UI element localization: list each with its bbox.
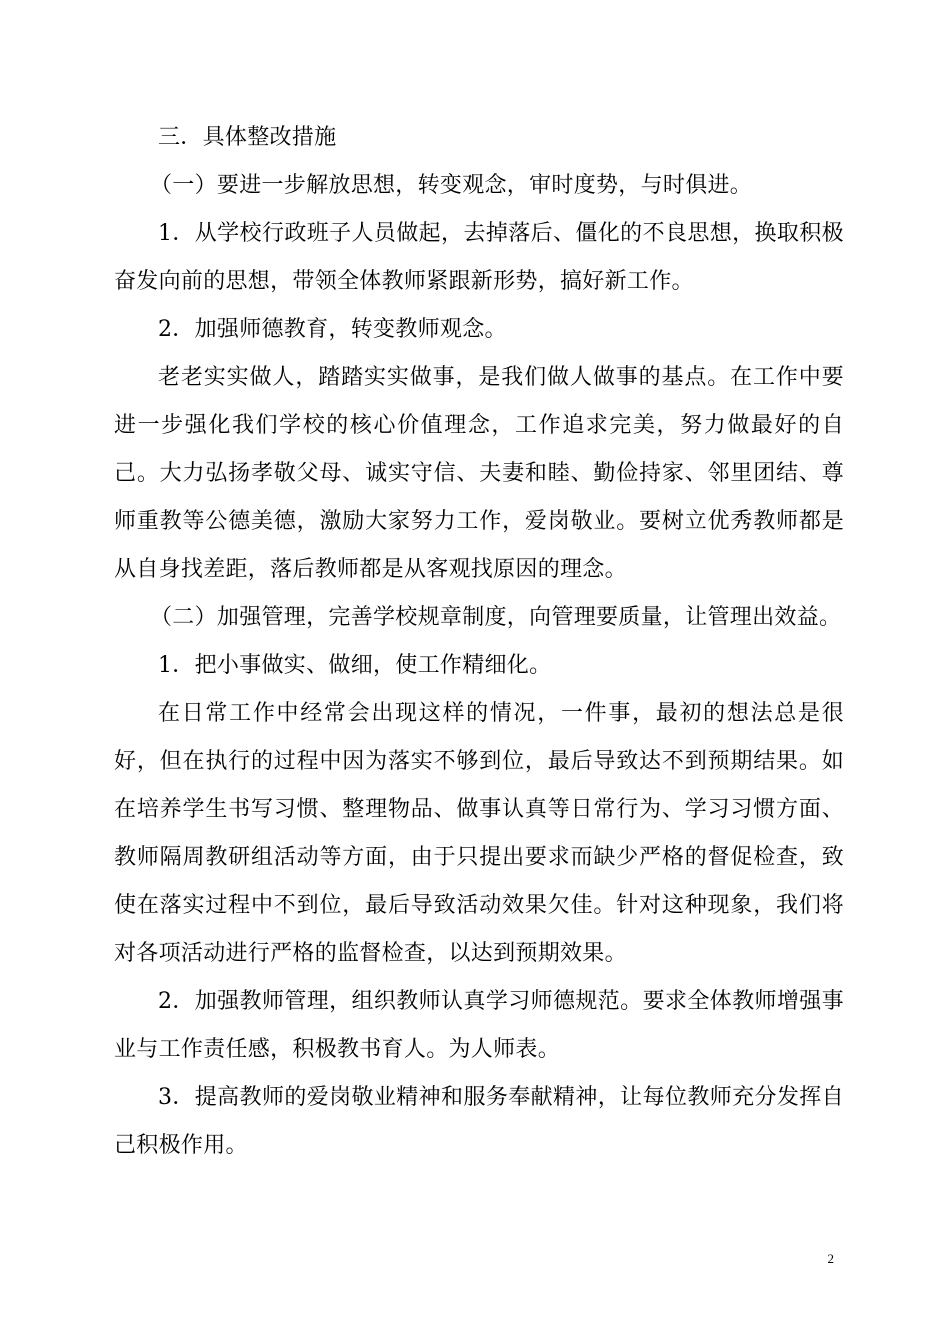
document-body [114, 114, 844, 1170]
subsection-heading: （二）加强管理，完善学校规章制度，向管理要质量，让管理出效益。 [150, 605, 842, 630]
body-paragraph: 在日常工作中经常会出现这样的情况，一件事，最初的想法总是很好，但在执行的过程中因为落实不够到位，最后导致达不到预期结果。如在培养学生书写习惯、整理物品、做事认真等日常行为、学习习惯方面、教师隔周教研组活动等方面，由于只提出要求而缺少严格的督促检查，致使在落实过程中不到位，最后导致活动效果欠佳。针对这种现象，我们将对各项活动进行严格的监督检查，以达到预期效果。 [114, 701, 844, 966]
body-paragraph: 3．提高教师的爱岗敬业精神和服务奉献精神，让每位教师充分发挥自己积极作用。 [114, 1085, 844, 1158]
body-paragraph: 2．加强师德教育，转变教师观念。 [158, 317, 507, 342]
body-paragraph: 老老实实做人，踏踏实实做事，是我们做人做事的基点。在工作中要进一步强化我们学校的核心价值理念，工作追求完美，努力做最好的自己。大力弘扬孝敬父母、诚实守信、夫妻和睦、勤俭持家、邻里团结、尊师重教等公德美德，激励大家努力工作，爱岗敬业。要树立优秀教师都是从自身找差距，落后教师都是从客观找原因的理念。 [114, 365, 844, 582]
body-paragraph: 2．加强教师管理，组织教师认真学习师德规范。要求全体教师增强事业与工作责任感，积极教书育人。为人师表。 [114, 989, 844, 1062]
page-number: 2 [827, 1251, 834, 1266]
body-paragraph: 1．从学校行政班子人员做起，去掉落后、僵化的不良思想，换取积极奋发向前的思想，带领全体教师紧跟新形势，搞好新工作。 [114, 221, 844, 294]
section-heading: 三．具体整改措施 [158, 125, 337, 150]
subsection-heading: （一）要进一步解放思想，转变观念，审时度势，与时俱进。 [150, 173, 753, 198]
body-paragraph: 1．把小事做实、做细，使工作精细化。 [158, 653, 552, 678]
